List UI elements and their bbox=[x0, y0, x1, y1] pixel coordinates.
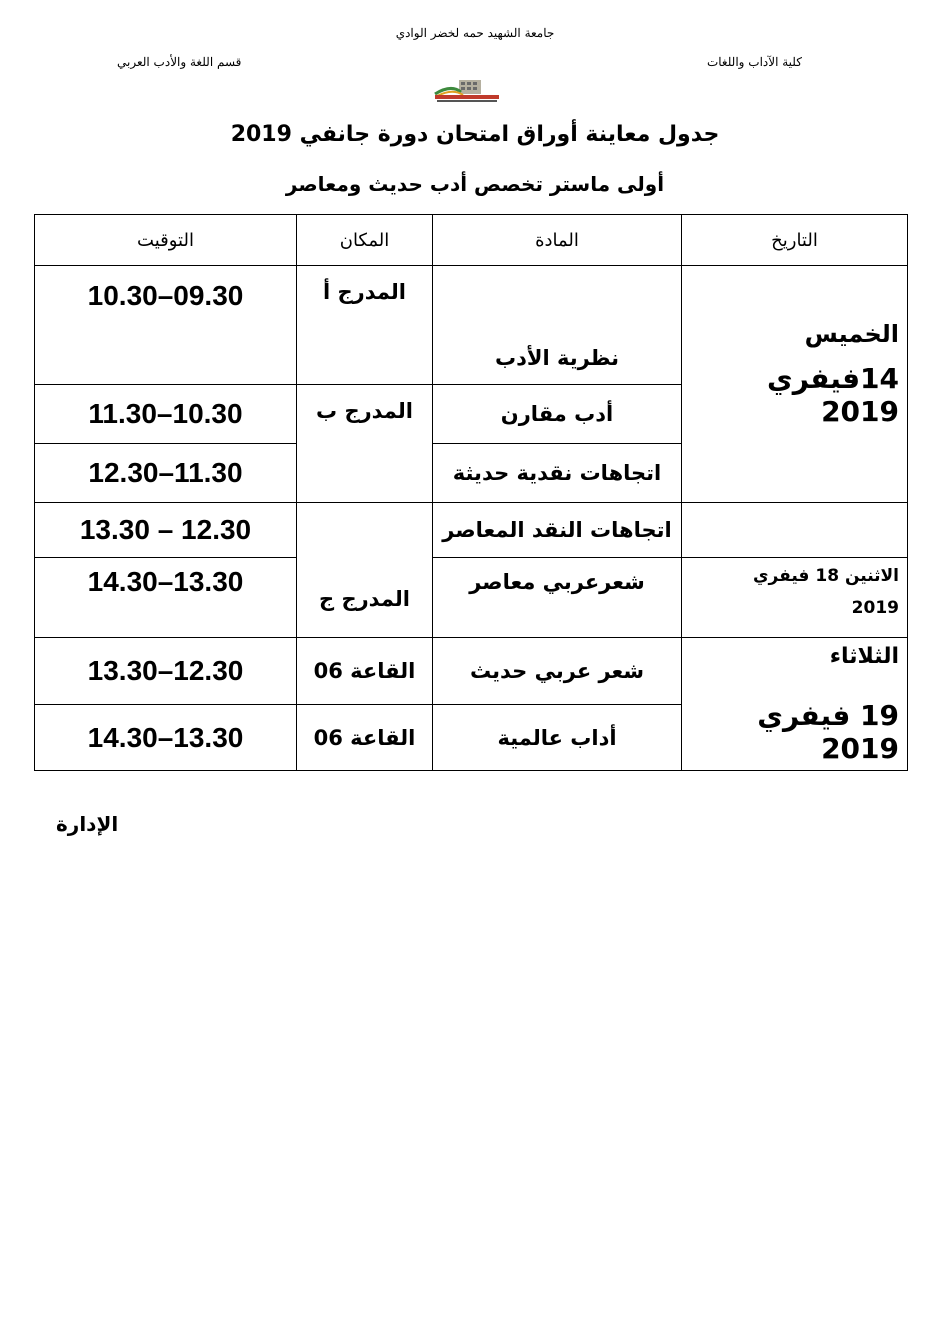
time-cell: 14.30–13.30 bbox=[35, 705, 297, 771]
date-cell-tuesday bbox=[682, 638, 908, 771]
page-subtitle: أولى ماستر تخصص أدب حديث ومعاصر bbox=[285, 172, 665, 196]
subject-cell: اتجاهات النقد المعاصر bbox=[433, 503, 682, 558]
table-row bbox=[35, 266, 908, 385]
date-value: 14فيفري 2019 bbox=[767, 362, 899, 428]
page-title: جدول معاينة أوراق امتحان دورة جانفي 2019 bbox=[230, 122, 720, 147]
header-time: التوقيت bbox=[35, 215, 297, 266]
administration-label: الإدارة bbox=[56, 812, 119, 836]
time-cell: 10.30–09.30 bbox=[35, 266, 297, 385]
university-name: جامعة الشهيد حمه لخضر الوادي bbox=[395, 26, 555, 40]
time-cell: 14.30–13.30 bbox=[35, 558, 297, 638]
date-value: 19 فيفري 2019 bbox=[757, 698, 899, 765]
time-cell: 13.30–12.30 bbox=[35, 638, 297, 705]
date-line-1: الاثنين 18 فيفري bbox=[752, 566, 899, 586]
table-header-row bbox=[35, 215, 908, 266]
date-day: الخميس bbox=[804, 320, 899, 348]
subject-cell: نظرية الأدب bbox=[433, 266, 682, 385]
table-row bbox=[35, 638, 908, 705]
university-logo-icon bbox=[431, 76, 503, 106]
department-name: قسم اللغة والأدب العربي bbox=[117, 55, 242, 69]
table-row bbox=[35, 503, 908, 558]
table-row bbox=[35, 558, 908, 638]
date-line-2: 2019 bbox=[851, 598, 899, 618]
place-cell: القاعة 06 bbox=[297, 705, 433, 771]
time-cell: 12.30–11.30 bbox=[35, 444, 297, 503]
date-cell-empty bbox=[682, 503, 908, 558]
header-subject: المادة bbox=[433, 215, 682, 266]
time-cell: 11.30–10.30 bbox=[35, 385, 297, 444]
header-place: المكان bbox=[297, 215, 433, 266]
date-day: الثلاثاء bbox=[829, 643, 899, 669]
place-cell: المدرج أ bbox=[297, 266, 433, 385]
schedule-table bbox=[34, 214, 908, 771]
place-cell: المدرج ج bbox=[297, 503, 433, 638]
subject-cell: شعر عربي حديث bbox=[433, 638, 682, 705]
subject-cell: اتجاهات نقدية حديثة bbox=[433, 444, 682, 503]
place-cell: المدرج ب bbox=[297, 385, 433, 503]
time-cell: 13.30 – 12.30 bbox=[35, 503, 297, 558]
subject-cell: أداب عالمية bbox=[433, 705, 682, 771]
faculty-name: كلية الآداب واللغات bbox=[706, 55, 802, 69]
date-cell-thursday bbox=[682, 266, 908, 503]
header-date: التاريخ bbox=[682, 215, 908, 266]
subject-cell: أدب مقارن bbox=[433, 385, 682, 444]
subject-cell: شعرعربي معاصر bbox=[433, 558, 682, 638]
date-cell-monday bbox=[682, 558, 908, 638]
place-cell: القاعة 06 bbox=[297, 638, 433, 705]
